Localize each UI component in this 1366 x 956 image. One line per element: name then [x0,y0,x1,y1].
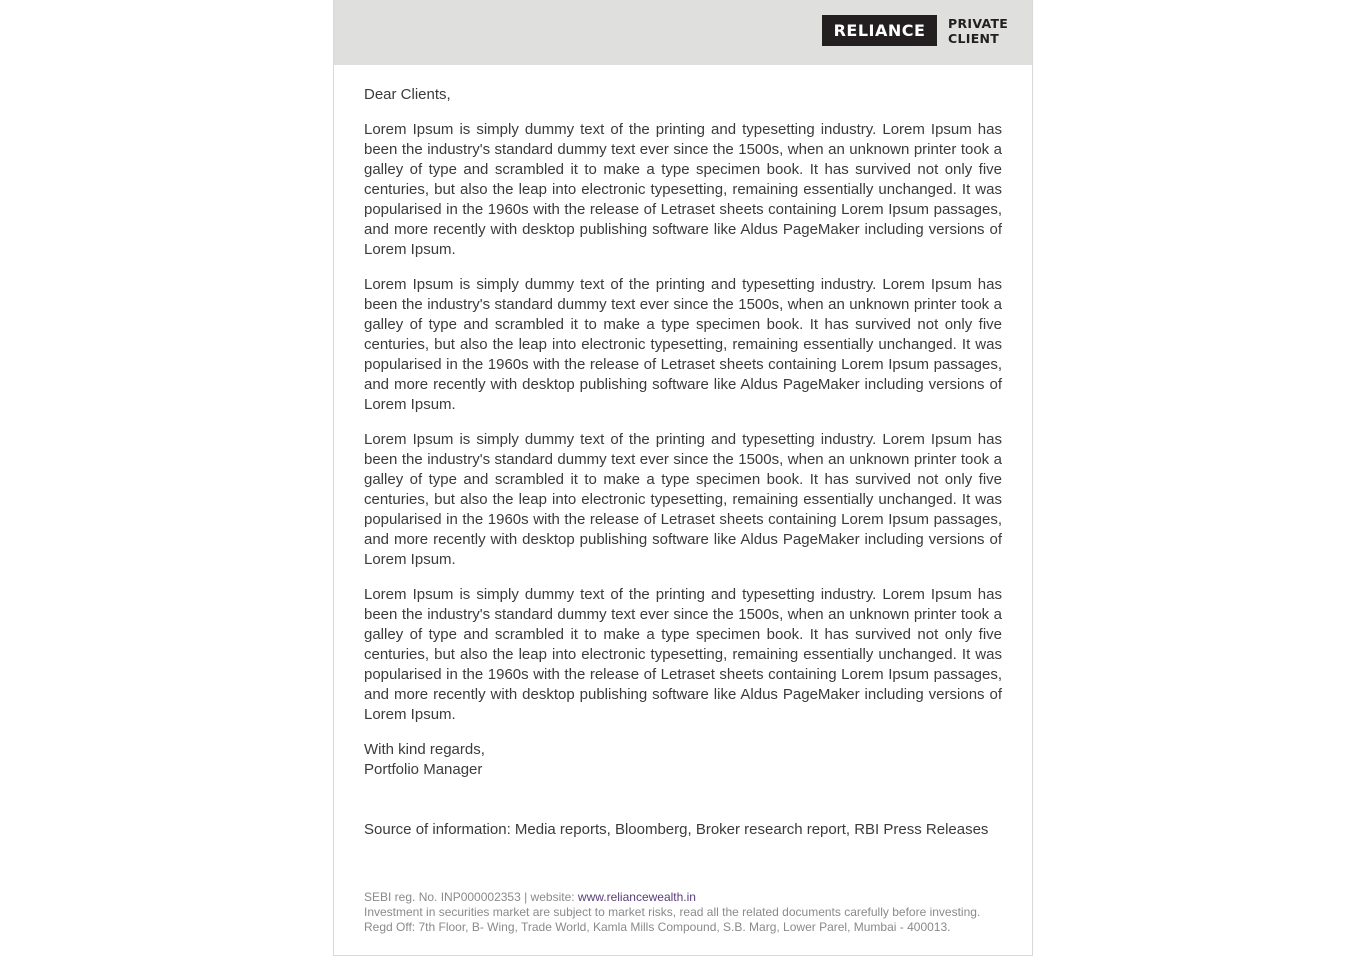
reliance-logo [822,15,1008,46]
body-paragraph: Lorem Ipsum is simply dummy text of the printing and typesetting industry. Lorem Ipsum has been the industry's standard dummy text ever since the 1500s, when an unknown printer took a galley of type and scrambled it to make a type specimen book. It has survived not only five centuries, but also the leap into electronic typesetting, remaining essentially unchanged. It was popularised in the 1960s with the release of Letraset sheets containing Lorem Ipsum passages, and more recently with desktop publishing software like Aldus PageMaker including versions of Lorem Ipsum. [364,586,1002,723]
disclaimer: Investment in securities market are subject to market risks, read all the related documents carefully before investing. [364,905,981,919]
logo-sub-line-1: PRIVATE [948,15,1009,31]
email-body [334,65,1032,935]
body-paragraph: Lorem Ipsum is simply dummy text of the printing and typesetting industry. Lorem Ipsum has been the industry's standard dummy text ever since the 1500s, when an unknown printer took a galley of type and scrambled it to make a type specimen book. It has survived not only five centuries, but also the leap into electronic typesetting, remaining essentially unchanged. It was popularised in the 1960s with the release of Letraset sheets containing Lorem Ipsum passages, and more recently with desktop publishing software like Aldus PageMaker including versions of Lorem Ipsum. [364,276,1002,413]
body-paragraph: Lorem Ipsum is simply dummy text of the printing and typesetting industry. Lorem Ipsum has been the industry's standard dummy text ever since the 1500s, when an unknown printer took a galley of type and scrambled it to make a type specimen book. It has survived not only five centuries, but also the leap into electronic typesetting, remaining essentially unchanged. It was popularised in the 1960s with the release of Letraset sheets containing Lorem Ipsum passages, and more recently with desktop publishing software like Aldus PageMaker including versions of Lorem Ipsum. [364,121,1002,258]
website-link[interactable]: www.reliancewealth.in [577,890,696,904]
logo-sub-line-2: CLIENT [948,30,1000,46]
body-paragraph: Lorem Ipsum is simply dummy text of the printing and typesetting industry. Lorem Ipsum has been the industry's standard dummy text ever since the 1500s, when an unknown printer took a galley of type and scrambled it to make a type specimen book. It has survived not only five centuries, but also the leap into electronic typesetting, remaining essentially unchanged. It was popularised in the 1960s with the release of Letraset sheets containing Lorem Ipsum passages, and more recently with desktop publishing software like Aldus PageMaker including versions of Lorem Ipsum. [364,431,1002,568]
signature: Portfolio Manager [364,761,483,778]
email-container [333,0,1033,956]
source-line: Source of information: Media reports, Bloomberg, Broker research report, RBI Press Releases [364,821,989,838]
footer [364,890,1002,935]
sebi-reg: SEBI reg. No. INP000002353 | website: [364,890,578,904]
sebi-line [364,890,1002,905]
registered-address: Regd Off: 7th Floor, B- Wing, Trade World, Kamla Mills Compound, S.B. Marg, Lower Parel, Mumbai - 400013. [364,920,951,934]
logo-wordmark: RELIANCE [822,15,937,46]
signature-block [364,740,1002,780]
logo-subtitle [948,16,1008,46]
greeting: Dear Clients, [364,86,451,103]
email-header [334,0,1032,65]
closing: With kind regards, [364,741,485,758]
